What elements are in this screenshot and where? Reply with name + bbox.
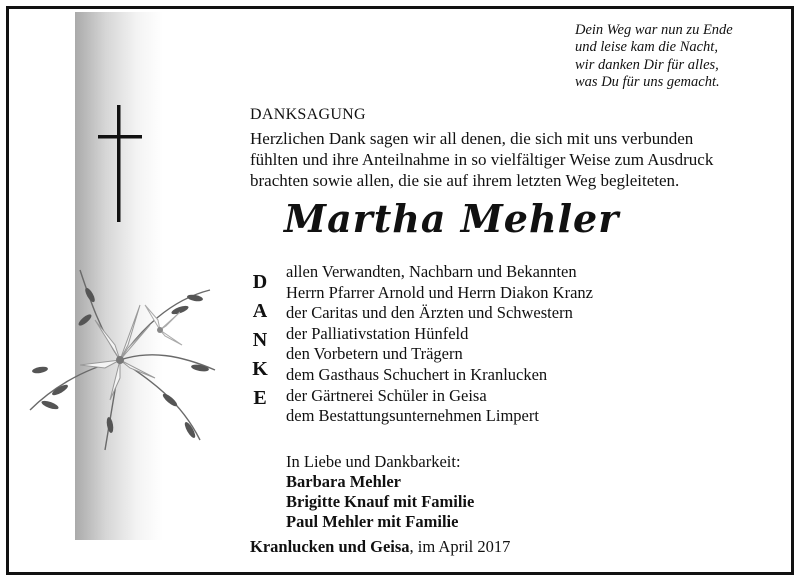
acrostic-letter: N bbox=[252, 329, 268, 351]
intro-line: brachten sowie allen, die sie auf ihrem letzten Weg begleiteten. bbox=[250, 171, 680, 190]
list-item: der Caritas und den Ärzten und Schwestern bbox=[286, 303, 573, 323]
list-item: den Vorbetern und Trägern bbox=[286, 344, 463, 364]
intro-paragraph bbox=[250, 128, 756, 191]
signatory: Paul Mehler mit Familie bbox=[286, 512, 459, 531]
acrostic-letter: A bbox=[252, 300, 268, 322]
acrostic-letter: D bbox=[252, 271, 268, 293]
footer-date: , im April 2017 bbox=[409, 537, 511, 556]
intro-line: fühlten und ihre Anteilnahme in so vielfältiger Weise zum Ausdruck bbox=[250, 150, 714, 169]
list-item: der Gärtnerei Schüler in Geisa bbox=[286, 385, 487, 405]
list-item: dem Bestattungsunternehmen Limpert bbox=[286, 406, 539, 426]
poem-line: Dein Weg war nun zu Ende bbox=[575, 22, 733, 38]
poem-line: was Du für uns gemacht. bbox=[575, 73, 720, 90]
lily-bouquet-image bbox=[20, 250, 220, 460]
list-item: allen Verwandten, Nachbarn und Bekannten bbox=[286, 262, 577, 281]
closing-block bbox=[286, 452, 474, 532]
list-item: Herrn Pfarrer Arnold und Herrn Diakon Kranz bbox=[286, 282, 593, 302]
acrostic-letter: K bbox=[252, 358, 268, 380]
page-title: DANKSAGUNG bbox=[250, 106, 366, 123]
intro-line: Herzlichen Dank sagen wir all denen, die sich mit uns verbunden bbox=[250, 129, 694, 148]
signatory: Barbara Mehler bbox=[286, 472, 402, 491]
footer-place: Kranlucken und Geisa bbox=[250, 537, 410, 556]
list-item: der Palliativstation Hünfeld bbox=[286, 323, 469, 343]
closing-line: In Liebe und Dankbarkeit: bbox=[286, 452, 461, 471]
footer-line bbox=[250, 537, 510, 557]
poem-line: wir danken Dir für alles, bbox=[575, 56, 719, 73]
acrostic-letter: E bbox=[253, 387, 267, 409]
list-item: dem Gasthaus Schuchert in Kranlucken bbox=[286, 364, 548, 384]
poem-line: und leise kam die Nacht, bbox=[575, 39, 718, 56]
thanks-list bbox=[286, 262, 593, 427]
signatory: Brigitte Knauf mit Familie bbox=[286, 492, 475, 511]
poem bbox=[575, 22, 733, 91]
cross-icon bbox=[95, 105, 145, 225]
danke-acrostic bbox=[250, 268, 270, 413]
deceased-name: Martha Mehler bbox=[284, 196, 620, 241]
